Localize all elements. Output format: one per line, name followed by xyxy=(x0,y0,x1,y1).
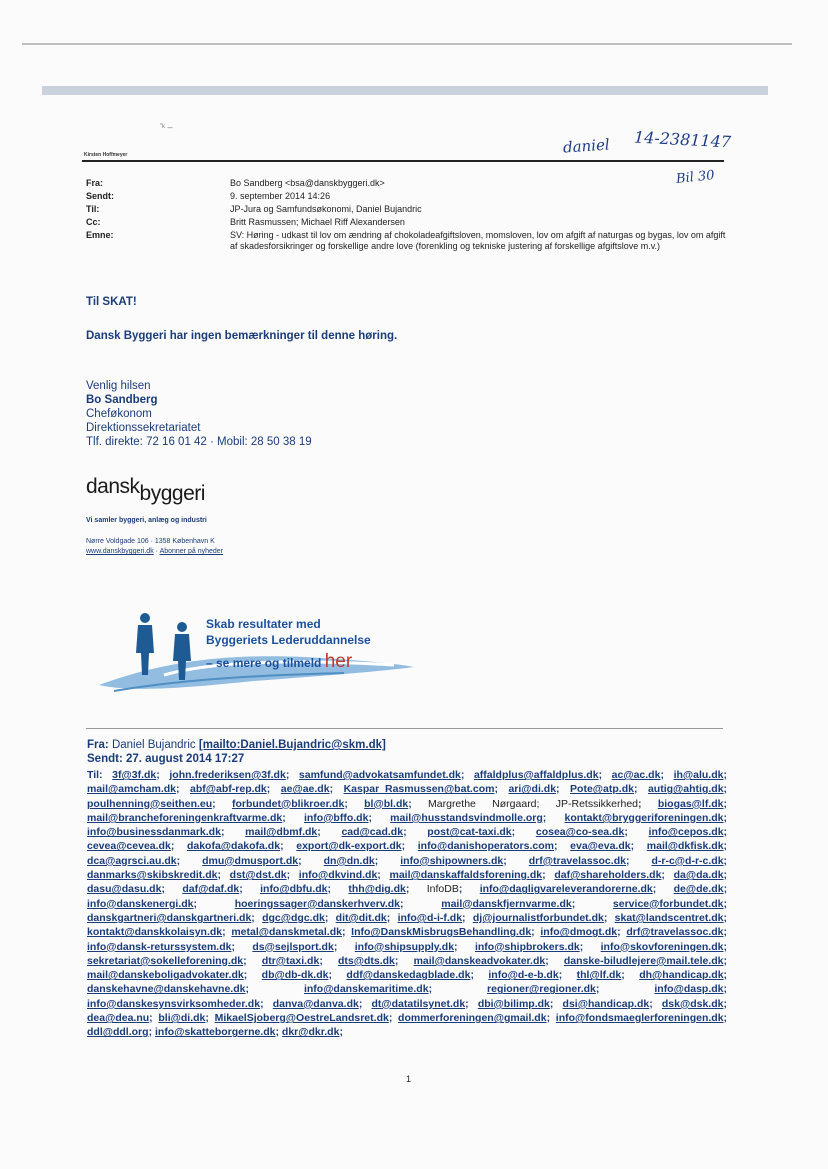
website-link[interactable]: www.danskbyggeri.dk xyxy=(86,548,154,555)
forward-sent-label: Sendt: xyxy=(87,753,123,765)
recipient-26[interactable]: cosea@co-sea.dk xyxy=(535,826,625,839)
recipient-46[interactable]: dasu@dasu.dk xyxy=(87,883,162,896)
to-value: JP-Jura og Samfundsøkonomi, Daniel Bujandric xyxy=(230,204,422,214)
scan-edge-line xyxy=(22,43,792,45)
recipient-67[interactable]: drf@travelassoc.dk xyxy=(626,926,724,939)
recipient-72[interactable]: info@skovforeningen.dk xyxy=(600,940,724,953)
recipient-74[interactable]: dtr@taxi.dk xyxy=(261,954,320,967)
recipient-40[interactable]: danmarks@skibskredit.dk xyxy=(87,869,218,882)
recipient-41[interactable]: dst@dst.dk xyxy=(229,869,287,882)
sent-label: Sendt: xyxy=(86,191,114,201)
logo-address: Nørre Voldgade 106 · 1358 København K xyxy=(86,538,215,545)
recipient-94[interactable]: dea@dea.nu xyxy=(87,1012,150,1025)
recipient-1[interactable]: john.frederiksen@3f.dk xyxy=(169,769,286,781)
recipient-80[interactable]: ddf@danskedagblade.dk xyxy=(346,969,471,982)
forward-separator xyxy=(86,728,723,729)
forward-mailto-link[interactable]: [mailto:Daniel.Bujandric@skm.dk] xyxy=(198,739,386,751)
subject-value: SV: Høring - udkast til lov om ændring af chokoladeafgiftsloven, momsloven, lov om afgift af naturgas og bygas, lov om afgift af skadesforsikringer og forskellige andre love (forenkling og tekniske justering af forskellige afgiftslove m.v.) xyxy=(230,230,726,251)
banner-line-2: Byggeriets Lederuddannelse xyxy=(206,633,371,647)
recipient-68[interactable]: info@dansk-returssystem.dk xyxy=(87,940,232,953)
recipient-48[interactable]: info@dbfu.dk xyxy=(260,883,328,896)
scan-band xyxy=(42,86,768,95)
recipient-84[interactable]: danskehavne@danskehavne.dk xyxy=(87,983,246,996)
printed-by-name: Kirsten Hoffmeyer xyxy=(84,152,128,158)
recipient-91[interactable]: dbi@bilimp.dk xyxy=(477,997,550,1010)
recipient-20[interactable]: mail@husstandsvindmolle.org xyxy=(390,811,543,824)
recipient-56[interactable]: service@forbundet.dk xyxy=(612,897,724,910)
recipient-75[interactable]: dts@dts.dk xyxy=(337,954,395,967)
recipient-4[interactable]: ac@ac.dk xyxy=(611,769,661,781)
recipient-73[interactable]: sekretariat@sokelleforening.dk xyxy=(87,954,244,967)
recipient-32[interactable]: eva@eva.dk xyxy=(570,840,631,853)
recipients: 3f@3f.dk; john.frederiksen@3f.dk; samfund@advokatsamfundet.dk; affaldplus@affaldplus.dk; ac@ac.dk; ih@alu.dk; mail@amcham.dk; abf@abf-rep.dk; ae@ae.dk; Kaspar_Rasmussen@bat.com; ari@di.dk; Pote@atp.dk; autig@ahtig.dk; poulhenning@seithen.eu; forbundet@blikroer.dk; bl@bl.dk; Margrethe Nørgaard; JP-Retssikkerhed; biogas@lf.dk; mail@brancheforeningenkraftvarme.dk; info@bffo.dk; mail@husstandsvindmolle.org; kontakt@bryggeriforeningen.dk; info@businessdanmark.dk; mail@dbmf.dk; cad@cad.dk; post@cat-taxi.dk; cosea@co-sea.dk; info@cepos.dk; cevea@cevea.dk; dakofa@dakofa.dk; export@dk-export.dk; info@danishoperators.com; eva@eva.dk; mail@dkfisk.dk; dca@agrsci.au.dk; dmu@dmusport.dk; dn@dn.dk; info@shipowners.dk; drf@travelassoc.dk; d-r-c@d-r-c.dk; danmarks@skibskredit.dk; dst@dst.dk; info@dkvind.dk; mail@danskaffaldsforening.dk; daf@shareholders.dk; da@da.dk; dasu@dasu.dk; daf@daf.dk; info@dbfu.dk; thh@dig.dk; InfoDB; info@dagligvareleverandorerne.dk; de@de.dk; info@danskenergi.dk; hoeringssager@danskerhverv.dk; mail@danskfjernvarme.dk; service@forbundet.dk; danskgartneri@danskgartneri.dk; dgc@dgc.dk; dit@dit.dk; info@d-i-f.dk; dj@journalistforbundet.dk; skat@landscentret.dk; kontakt@danskkolaisyn.dk; metal@danskmetal.dk; Info@DanskMisbrugsBehandling.dk; info@dmogt.dk; drf@travelassoc.dk; info@dansk-returssystem.dk; ds@sejlsport.dk; info@shipsupply.dk; info@shipbrokers.dk; info@skovforeningen.dk; sekretariat@sokelleforening.dk; dtr@taxi.dk; dts@dts.dk; mail@danskeadvokater.dk; danske-biludlejere@mail.tele.dk; mail@danskeboligadvokater.dk; db@db-dk.dk; ddf@danskedagblade.dk; info@d-e-b.dk; thl@lf.dk; dh@handicap.dk; danskehavne@danskehavne.dk; info@danskemaritime.dk; regioner@regioner.dk; info@dasp.dk; info@danskesynsvirksomheder.dk; danva@danva.dk; dt@datatilsynet.dk; dbi@bilimp.dk; dsi@handicap.dk; dsk@dsk.dk; dea@dea.nu; bli@di.dk; MikaelSjoberg@OestreLandsret.dk; dommerforeningen@gmail.dk; info@fondsmaeglerforeningen.dk; ddl@ddl.org; info@skatteborgerne.dk; dkr@dkr.dk; xyxy=(87,769,728,1039)
recipient-51[interactable]: info@dagligvareleverandorerne.dk xyxy=(479,883,653,896)
recipient-35[interactable]: dmu@dmusport.dk xyxy=(202,854,299,867)
header-rule xyxy=(82,160,724,162)
recipient-3[interactable]: affaldplus@affaldplus.dk xyxy=(473,769,599,781)
recipient-12[interactable]: autig@ahtig.dk xyxy=(647,783,724,796)
logo-part-dansk: dansk xyxy=(86,475,140,498)
recipient-79[interactable]: db@db-dk.dk xyxy=(261,969,329,982)
recipient-31[interactable]: info@danishoperators.com xyxy=(417,840,554,853)
banner-line-1: Skab resultater med xyxy=(206,617,321,631)
handwritten-reference: 14-2381147 xyxy=(633,127,732,152)
recipient-90[interactable]: dt@datatilsynet.dk xyxy=(371,997,466,1010)
recipient-54[interactable]: hoeringssager@danskerhverv.dk xyxy=(234,897,401,910)
handwritten-code: Bil 30 xyxy=(675,168,716,187)
recipient-60[interactable]: info@d-i-f.dk xyxy=(397,911,463,924)
recipient-33[interactable]: mail@dkfisk.dk xyxy=(646,840,724,853)
recipient-43[interactable]: mail@danskaffaldsforening.dk xyxy=(389,869,543,882)
newsletter-link[interactable]: Abonner på nyheder xyxy=(159,548,223,555)
signature-dept: Direktionssekretariatet xyxy=(86,422,201,434)
recipient-53[interactable]: info@danskenergi.dk xyxy=(87,897,194,910)
recipient-7[interactable]: abf@abf-rep.dk xyxy=(190,783,267,796)
recipient-28[interactable]: cevea@cevea.dk xyxy=(87,840,171,853)
forward-sent-value: 27. august 2014 17:27 xyxy=(125,753,245,765)
recipient-8[interactable]: ae@ae.dk xyxy=(280,783,330,796)
signature-title: Cheføkonom xyxy=(86,408,152,420)
recipient-29[interactable]: dakofa@dakofa.dk xyxy=(186,840,281,853)
recipient-97[interactable]: dommerforeningen@gmail.dk xyxy=(398,1012,547,1025)
recipient-list xyxy=(87,768,727,1040)
recipient-38[interactable]: drf@travelassoc.dk xyxy=(528,854,626,867)
recipient-78[interactable]: mail@danskeboligadvokater.dk xyxy=(87,969,244,982)
recipient-83[interactable]: dh@handicap.dk xyxy=(639,969,724,982)
recipient-9[interactable]: Kaspar_Rasmussen@bat.com xyxy=(343,783,495,796)
recipient-101[interactable]: dkr@dkr.dk xyxy=(281,1026,340,1039)
recipient-93[interactable]: dsk@dsk.dk xyxy=(661,997,724,1010)
recipient-22[interactable]: info@businessdanmark.dk xyxy=(87,826,221,839)
recipient-100[interactable]: info@skatteborgerne.dk xyxy=(154,1026,276,1039)
cc-label: Cc: xyxy=(86,217,101,227)
message: Dansk Byggeri har ingen bemærkninger til denne høring. xyxy=(86,330,398,342)
recipient-10[interactable]: ari@di.dk xyxy=(508,783,557,796)
forward-from-label: Fra: xyxy=(87,739,109,751)
recipient-25[interactable]: post@cat-taxi.dk xyxy=(427,826,512,839)
recipient-19[interactable]: info@bffo.dk xyxy=(303,811,369,824)
recipient-34[interactable]: dca@agrsci.au.dk xyxy=(87,854,177,867)
recipient-96[interactable]: MikaelSjoberg@OestreLandsret.dk xyxy=(214,1012,389,1025)
recipient-13[interactable]: poulhenning@seithen.eu xyxy=(87,797,213,810)
recipient-21[interactable]: kontakt@bryggeriforeningen.dk xyxy=(564,811,724,824)
recipient-86[interactable]: regioner@regioner.dk xyxy=(487,983,596,996)
recipient-27[interactable]: info@cepos.dk xyxy=(648,826,724,839)
signature-closing: Venlig hilsen xyxy=(86,380,151,392)
greeting: Til SKAT! xyxy=(86,296,137,308)
recipient-36[interactable]: dn@dn.dk xyxy=(323,854,375,867)
recipient-16: Margrethe Nørgaard; JP-Retssikkerhed xyxy=(428,797,639,810)
recipient-17[interactable]: biogas@lf.dk xyxy=(657,797,724,810)
recipient-49[interactable]: thh@dig.dk xyxy=(348,883,406,896)
page-number: 1 xyxy=(406,1074,412,1084)
subject-label: Emne: xyxy=(86,230,114,240)
recipient-99[interactable]: ddl@ddl.org xyxy=(87,1026,149,1039)
leadership-banner[interactable] xyxy=(94,605,424,697)
signature-name: Bo Sandberg xyxy=(86,394,158,406)
forward-sent-line xyxy=(87,753,244,765)
cc-value: Britt Rasmussen; Michael Riff Alexandersen xyxy=(230,217,405,227)
banner-her-link[interactable]: her xyxy=(324,651,353,672)
handwritten-name: daniel xyxy=(562,135,611,157)
recipient-39[interactable]: d-r-c@d-r-c.dk xyxy=(651,854,724,867)
recipient-70[interactable]: info@shipsupply.dk xyxy=(354,940,455,953)
recipient-52[interactable]: de@de.dk xyxy=(673,883,724,896)
sent-value: 9. september 2014 14:26 xyxy=(230,191,331,201)
recipient-87[interactable]: info@dasp.dk xyxy=(654,983,724,996)
recipient-71[interactable]: info@shipbrokers.dk xyxy=(474,940,580,953)
forward-to-label: Til: xyxy=(87,769,103,781)
recipient-42[interactable]: info@dkvind.dk xyxy=(298,869,378,882)
recipient-88[interactable]: info@danskesynsvirksomheder.dk xyxy=(87,997,261,1010)
recipient-61[interactable]: dj@journalistforbundet.dk xyxy=(472,911,604,924)
recipient-37[interactable]: info@shipowners.dk xyxy=(400,854,504,867)
recipient-0[interactable]: 3f@3f.dk xyxy=(112,769,157,781)
forward-from-line xyxy=(87,739,386,751)
from-value: Bo Sandberg <bsa@danskbyggeri.dk> xyxy=(230,178,385,188)
banner-line-3: – se mere og tilmeld xyxy=(206,656,322,670)
recipient-47[interactable]: daf@daf.dk xyxy=(182,883,240,896)
recipient-23[interactable]: mail@dbmf.dk xyxy=(245,826,318,839)
signature-phone: Tlf. direkte: 72 16 01 42 · Mobil: 28 50 38 19 xyxy=(86,436,312,448)
link-separator: · xyxy=(155,548,158,555)
recipient-45[interactable]: da@da.dk xyxy=(673,869,724,882)
recipient-95[interactable]: bli@di.dk xyxy=(158,1012,206,1025)
logo-part-byggeri: byggeri xyxy=(139,482,205,505)
recipient-55[interactable]: mail@danskfjernvarme.dk xyxy=(441,897,572,910)
recipient-64[interactable]: metal@danskmetal.dk xyxy=(231,926,342,939)
recipient-77[interactable]: danske-biludlejere@mail.tele.dk xyxy=(563,954,724,967)
recipient-98[interactable]: info@fondsmaeglerforeningen.dk xyxy=(555,1012,724,1025)
recipient-14[interactable]: forbundet@blikroer.dk xyxy=(231,797,345,810)
recipient-59[interactable]: dit@dit.dk xyxy=(335,911,387,924)
recipient-11[interactable]: Pote@atp.dk xyxy=(570,783,634,796)
to-label: Til: xyxy=(86,204,100,214)
recipient-85[interactable]: info@danskemaritime.dk xyxy=(303,983,429,996)
recipient-81[interactable]: info@d-e-b.dk xyxy=(488,969,559,982)
dansk-byggeri-logo xyxy=(86,475,205,505)
recipient-89[interactable]: danva@danva.dk xyxy=(272,997,359,1010)
recipient-58[interactable]: dgc@dgc.dk xyxy=(262,911,325,924)
recipient-82[interactable]: thl@lf.dk xyxy=(576,969,622,982)
recipient-63[interactable]: kontakt@danskkolaisyn.dk xyxy=(87,926,223,939)
recipient-50: InfoDB xyxy=(426,883,459,896)
recipient-18[interactable]: mail@brancheforeningenkraftvarme.dk xyxy=(87,811,283,824)
recipient-6[interactable]: mail@amcham.dk xyxy=(87,783,177,796)
recipient-92[interactable]: dsi@handicap.dk xyxy=(562,997,650,1010)
recipient-24[interactable]: cad@cad.dk xyxy=(341,826,404,839)
recipient-15[interactable]: bl@bl.dk xyxy=(364,797,409,810)
forward-from-name: Daniel Bujandric xyxy=(111,739,196,751)
recipient-30[interactable]: export@dk-export.dk xyxy=(296,840,402,853)
logo-tagline: Vi samler byggeri, anlæg og industri xyxy=(86,517,207,524)
recipient-76[interactable]: mail@danskeadvokater.dk xyxy=(413,954,546,967)
recipient-2[interactable]: samfund@advokatsamfundet.dk xyxy=(298,769,461,781)
recipient-62[interactable]: skat@landscentret.dk xyxy=(614,911,724,924)
recipient-5[interactable]: ih@alu.dk xyxy=(673,769,724,781)
recipient-57[interactable]: danskgartneri@danskgartneri.dk xyxy=(87,911,252,924)
recipient-69[interactable]: ds@sejlsport.dk xyxy=(252,940,334,953)
recipient-65[interactable]: Info@DanskMisbrugsBehandling.dk xyxy=(351,926,532,939)
recipient-66[interactable]: info@dmogt.dk xyxy=(540,926,618,939)
from-label: Fra: xyxy=(86,178,104,188)
scan-mark: ʼᵏ – xyxy=(160,122,173,132)
recipient-44[interactable]: daf@shareholders.dk xyxy=(554,869,662,882)
